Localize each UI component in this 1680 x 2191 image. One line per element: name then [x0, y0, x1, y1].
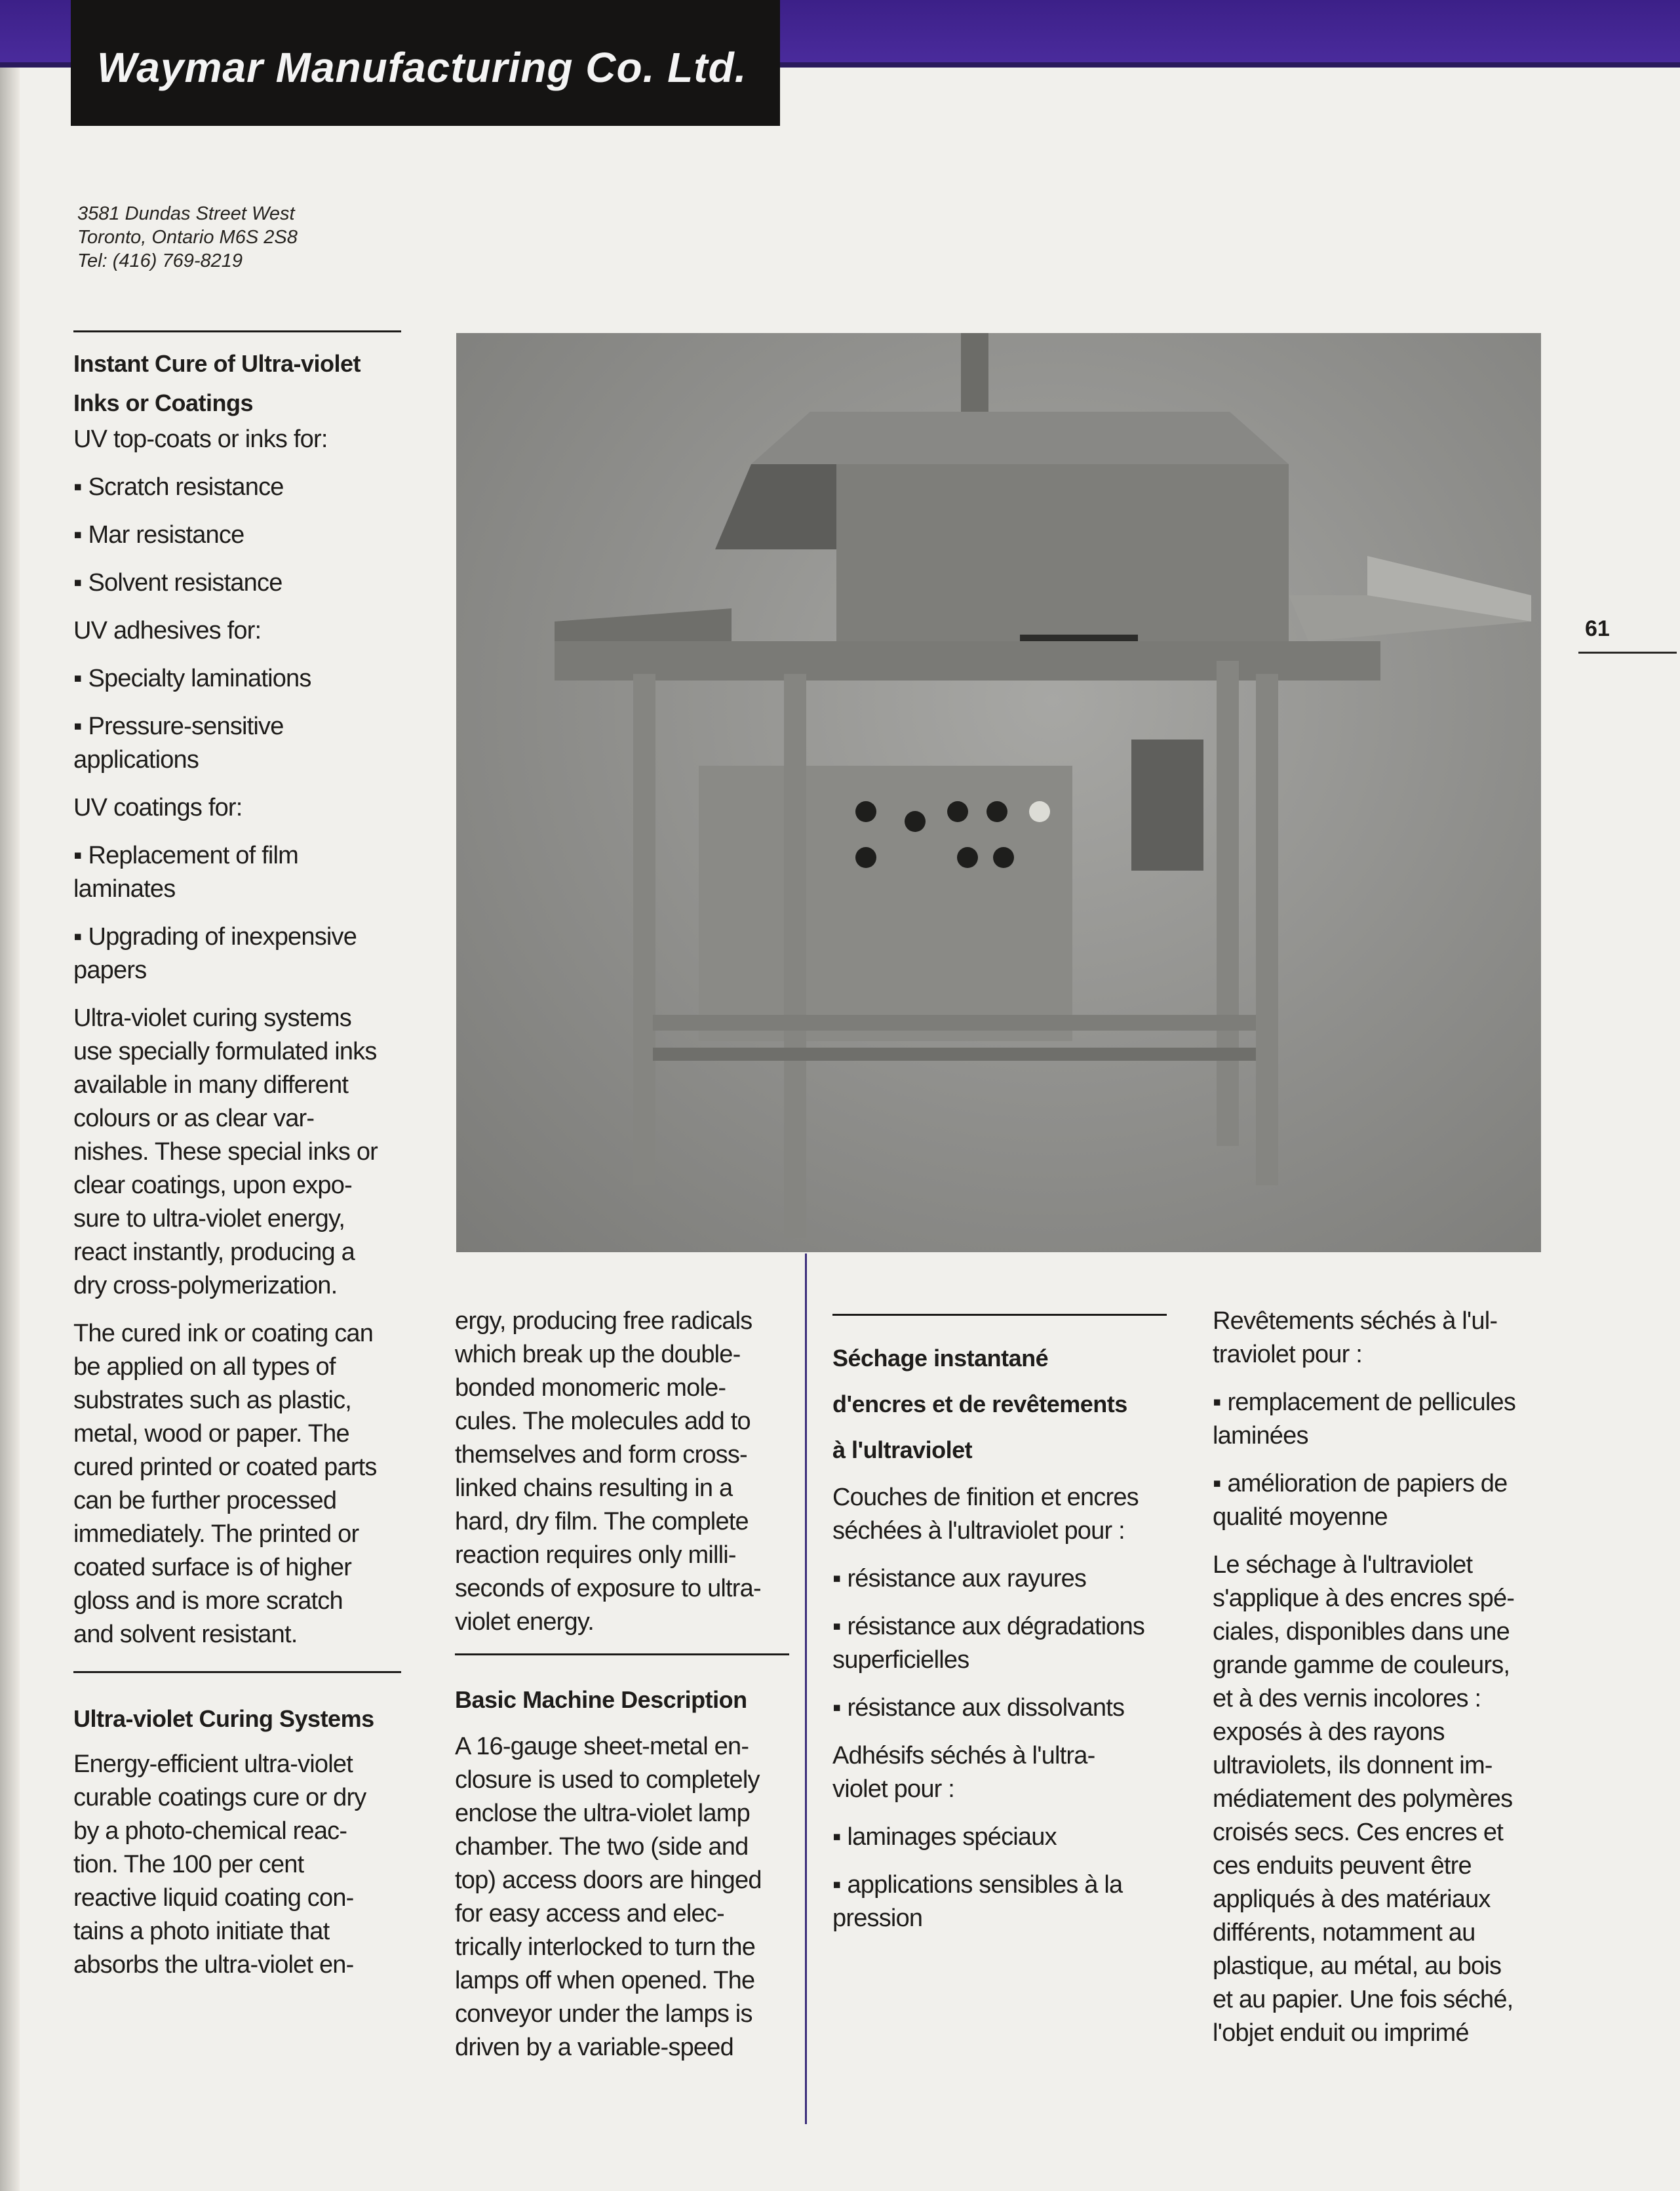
- bullet-rayures: [832, 1562, 1167, 1596]
- bullet-degradations: [832, 1610, 1167, 1677]
- text-line: A 16-gauge sheet-metal en-: [455, 1733, 749, 1760]
- bullet-text: Upgrading of inexpensive: [88, 923, 357, 951]
- text-line: médiatement des polymères: [1213, 1785, 1513, 1813]
- indicator-light: [1029, 801, 1050, 822]
- table-leg: [784, 674, 806, 1238]
- table-leg: [1217, 661, 1239, 1146]
- address-city: Toronto, Ontario M6S 2S8: [77, 227, 298, 248]
- intro-couches: [832, 1481, 1167, 1548]
- text-line: cules. The molecules add to: [455, 1408, 751, 1435]
- bullet-text: Scratch resistance: [88, 473, 284, 501]
- bullet-text: Solvent resistance: [88, 569, 283, 597]
- control-knob: [855, 801, 876, 822]
- text-line: violet energy.: [455, 1608, 594, 1636]
- text-line: grande gamme de couleurs,: [1213, 1651, 1510, 1679]
- paragraph-free-radicals: [455, 1305, 789, 1639]
- heading-line: Inks or Coatings: [73, 389, 254, 416]
- column-divider: [805, 1253, 807, 2124]
- text-line: colours or as clear var-: [73, 1105, 315, 1132]
- text-line: exposés à des rayons: [1213, 1718, 1445, 1746]
- bullet-text: résistance aux dissolvants: [847, 1694, 1125, 1722]
- text-line: gloss and is more scratch: [73, 1587, 343, 1615]
- text-line: coated surface is of higher: [73, 1554, 352, 1581]
- lower-rail: [653, 1048, 1256, 1061]
- text-line: l'objet enduit ou imprimé: [1213, 2019, 1469, 2047]
- bullet-text: Mar resistance: [88, 521, 244, 549]
- lamp-housing-front: [836, 464, 1289, 641]
- bullet-text: résistance aux rayures: [847, 1565, 1087, 1592]
- text-line: et à des vernis incolores :: [1213, 1685, 1481, 1712]
- uv-topcoats-label: UV top-coats or inks for:: [73, 425, 328, 453]
- page-edge-shadow: [0, 0, 20, 2191]
- paragraph-sechage-ultraviolet: [1213, 1549, 1553, 2050]
- text-line: hard, dry film. The complete: [455, 1508, 749, 1535]
- text-line: clear coatings, upon expo-: [73, 1172, 352, 1199]
- control-knob: [947, 801, 968, 822]
- bullet-text: applications sensibles à la: [847, 1871, 1123, 1899]
- text-line: séchées à l'ultraviolet pour :: [832, 1517, 1125, 1545]
- bullet-pressure-sensitive: [73, 710, 401, 777]
- table-leg: [633, 674, 655, 1185]
- bullet-text: laminées: [1213, 1422, 1308, 1450]
- text-line: tion. The 100 per cent: [73, 1851, 304, 1878]
- text-line: driven by a variable-speed: [455, 2034, 733, 2061]
- control-knob: [905, 811, 926, 832]
- exhaust-pipe: [961, 333, 988, 425]
- text-line: The cured ink or coating can: [73, 1320, 374, 1347]
- intro-adhesifs: [832, 1739, 1167, 1806]
- page-number-rule: [1578, 652, 1677, 654]
- text-line: Le séchage à l'ultraviolet: [1213, 1551, 1473, 1579]
- heading-line: à l'ultraviolet: [832, 1436, 973, 1463]
- text-line: for easy access and elec-: [455, 1900, 724, 1927]
- control-knob: [993, 847, 1014, 868]
- text-line: croisés secs. Ces encres et: [1213, 1819, 1504, 1846]
- text-line: top) access doors are hinged: [455, 1866, 762, 1894]
- text-line: sure to ultra-violet energy,: [73, 1205, 345, 1233]
- text-line: absorbs the ultra-violet en-: [73, 1951, 354, 1979]
- text-line: conveyor under the lamps is: [455, 2000, 752, 2028]
- text-line: be applied on all types of: [73, 1353, 336, 1381]
- text-line: nishes. These special inks or: [73, 1138, 378, 1166]
- machine-illustration: [456, 333, 1541, 1252]
- bullet-scratch: [73, 471, 401, 504]
- control-knob: [957, 847, 978, 868]
- text-line: différents, notamment au: [1213, 1919, 1475, 1946]
- text-line: curable coatings cure or dry: [73, 1784, 366, 1811]
- text-line: appliqués à des matériaux: [1213, 1885, 1491, 1913]
- drive-motor: [1131, 740, 1203, 871]
- text-line: reactive liquid coating con-: [73, 1884, 354, 1912]
- bullet-text: remplacement de pellicules: [1227, 1389, 1516, 1416]
- uv-adhesives-label: UV adhesives for:: [73, 617, 262, 644]
- text-line: immediately. The printed or: [73, 1520, 359, 1548]
- heading-machine-description: Basic Machine Description: [455, 1686, 747, 1713]
- text-line: closure is used to completely: [455, 1766, 760, 1794]
- bullet-laminations: [73, 662, 401, 696]
- page-number: 61: [1585, 616, 1610, 641]
- text-line: by a photo-chemical reac-: [73, 1817, 347, 1845]
- bullet-text: qualité moyenne: [1213, 1503, 1388, 1531]
- bullet-text: résistance aux dégradations: [847, 1613, 1145, 1640]
- bullet-remplacement: [1213, 1386, 1553, 1453]
- address-street: 3581 Dundas Street West: [77, 203, 295, 224]
- bullet-text: Replacement of film: [88, 842, 299, 869]
- text-line: tains a photo initiate that: [73, 1918, 330, 1945]
- bullet-text: laminates: [73, 875, 176, 903]
- bullet-mar: [73, 519, 401, 552]
- text-line: ciales, disponibles dans une: [1213, 1618, 1510, 1646]
- text-line: reaction requires only milli-: [455, 1541, 736, 1569]
- intro-revetements: [1213, 1305, 1553, 1372]
- bullet-replacement: [73, 839, 401, 906]
- text-line: metal, wood or paper. The: [73, 1420, 349, 1448]
- paragraph-sheet-metal: [455, 1730, 789, 2064]
- paragraph-uv-curing: [73, 1002, 401, 1303]
- text-line: traviolet pour :: [1213, 1341, 1362, 1368]
- bullet-applications: [832, 1868, 1167, 1935]
- bullet-amelioration: [1213, 1467, 1553, 1534]
- column-french-2: [1213, 1305, 1553, 2064]
- text-line: ces enduits peuvent être: [1213, 1852, 1472, 1880]
- text-line: Revêtements séchés à l'ul-: [1213, 1307, 1498, 1335]
- column-english-2: [455, 1305, 789, 2079]
- lamp-housing-top: [751, 412, 1289, 464]
- text-line: enclose the ultra-violet lamp: [455, 1800, 750, 1827]
- bullet-laminages: [832, 1821, 1167, 1854]
- uv-coatings-label: UV coatings for:: [73, 794, 243, 821]
- bullet-solvent: [73, 566, 401, 600]
- text-line: trically interlocked to turn the: [455, 1933, 756, 1961]
- text-line: can be further processed: [73, 1487, 337, 1514]
- bullet-upgrading: [73, 920, 401, 987]
- control-knob: [987, 801, 1007, 822]
- text-line: ergy, producing free radicals: [455, 1307, 752, 1335]
- text-line: use specially formulated inks: [73, 1038, 377, 1065]
- text-line: themselves and form cross-: [455, 1441, 747, 1469]
- lower-rail: [653, 1015, 1256, 1031]
- bullet-text: amélioration de papiers de: [1227, 1470, 1508, 1497]
- text-line: Adhésifs séchés à l'ultra-: [832, 1742, 1095, 1769]
- uv-curing-machine-photo: [456, 333, 1541, 1252]
- bullet-text: applications: [73, 746, 199, 774]
- text-line: seconds of exposure to ultra-: [455, 1575, 761, 1602]
- company-address: [77, 202, 298, 273]
- text-line: Energy-efficient ultra-violet: [73, 1750, 353, 1778]
- text-line: chamber. The two (side and: [455, 1833, 749, 1861]
- text-line: and solvent resistant.: [73, 1621, 298, 1648]
- bullet-text: papers: [73, 957, 147, 984]
- text-line: bonded monomeric mole-: [455, 1374, 726, 1402]
- control-box: [699, 766, 1072, 1041]
- bullet-text: pression: [832, 1905, 923, 1932]
- text-line: dry cross-polymerization.: [73, 1272, 338, 1299]
- address-phone: Tel: (416) 769-8219: [77, 250, 243, 271]
- text-line: substrates such as plastic,: [73, 1387, 352, 1414]
- text-line: lamps off when opened. The: [455, 1967, 755, 1994]
- bullet-text: Pressure-sensitive: [88, 713, 284, 740]
- bullet-text: laminages spéciaux: [847, 1823, 1057, 1851]
- paragraph-energy-efficient: [73, 1748, 401, 1982]
- table-leg: [1256, 674, 1278, 1185]
- lamp-housing-side: [715, 464, 836, 549]
- text-line: violet pour :: [832, 1775, 955, 1803]
- text-line: Couches de finition et encres: [832, 1484, 1139, 1511]
- text-line: ultraviolets, ils donnent im-: [1213, 1752, 1493, 1779]
- heading-sechage: [832, 1335, 1167, 1473]
- text-line: Ultra-violet curing systems: [73, 1004, 351, 1032]
- paragraph-cured-ink: [73, 1317, 401, 1651]
- bullet-text: superficielles: [832, 1646, 969, 1674]
- column-english-1: [73, 330, 401, 1996]
- text-line: et au papier. Une fois séché,: [1213, 1986, 1514, 2013]
- heading-curing-systems: Ultra-violet Curing Systems: [73, 1705, 374, 1732]
- company-name: Waymar Manufacturing Co. Ltd.: [97, 44, 747, 91]
- bullet-text: Specialty laminations: [88, 665, 311, 692]
- text-line: s'applique à des encres spé-: [1213, 1585, 1515, 1612]
- heading-line: Instant Cure of Ultra-violet: [73, 350, 361, 377]
- text-line: linked chains resulting in a: [455, 1474, 733, 1502]
- heading-line: d'encres et de revêtements: [832, 1391, 1127, 1417]
- text-line: cured printed or coated parts: [73, 1453, 377, 1481]
- heading-line: Séchage instantané: [832, 1345, 1049, 1372]
- control-knob: [855, 847, 876, 868]
- text-line: react instantly, producing a: [73, 1238, 355, 1266]
- bullet-dissolvants: [832, 1691, 1167, 1725]
- text-line: which break up the double-: [455, 1341, 741, 1368]
- heading-instant-cure: [73, 344, 401, 423]
- text-line: plastique, au métal, au bois: [1213, 1952, 1502, 1980]
- column-french-1: [832, 1314, 1167, 1950]
- text-line: available in many different: [73, 1071, 349, 1099]
